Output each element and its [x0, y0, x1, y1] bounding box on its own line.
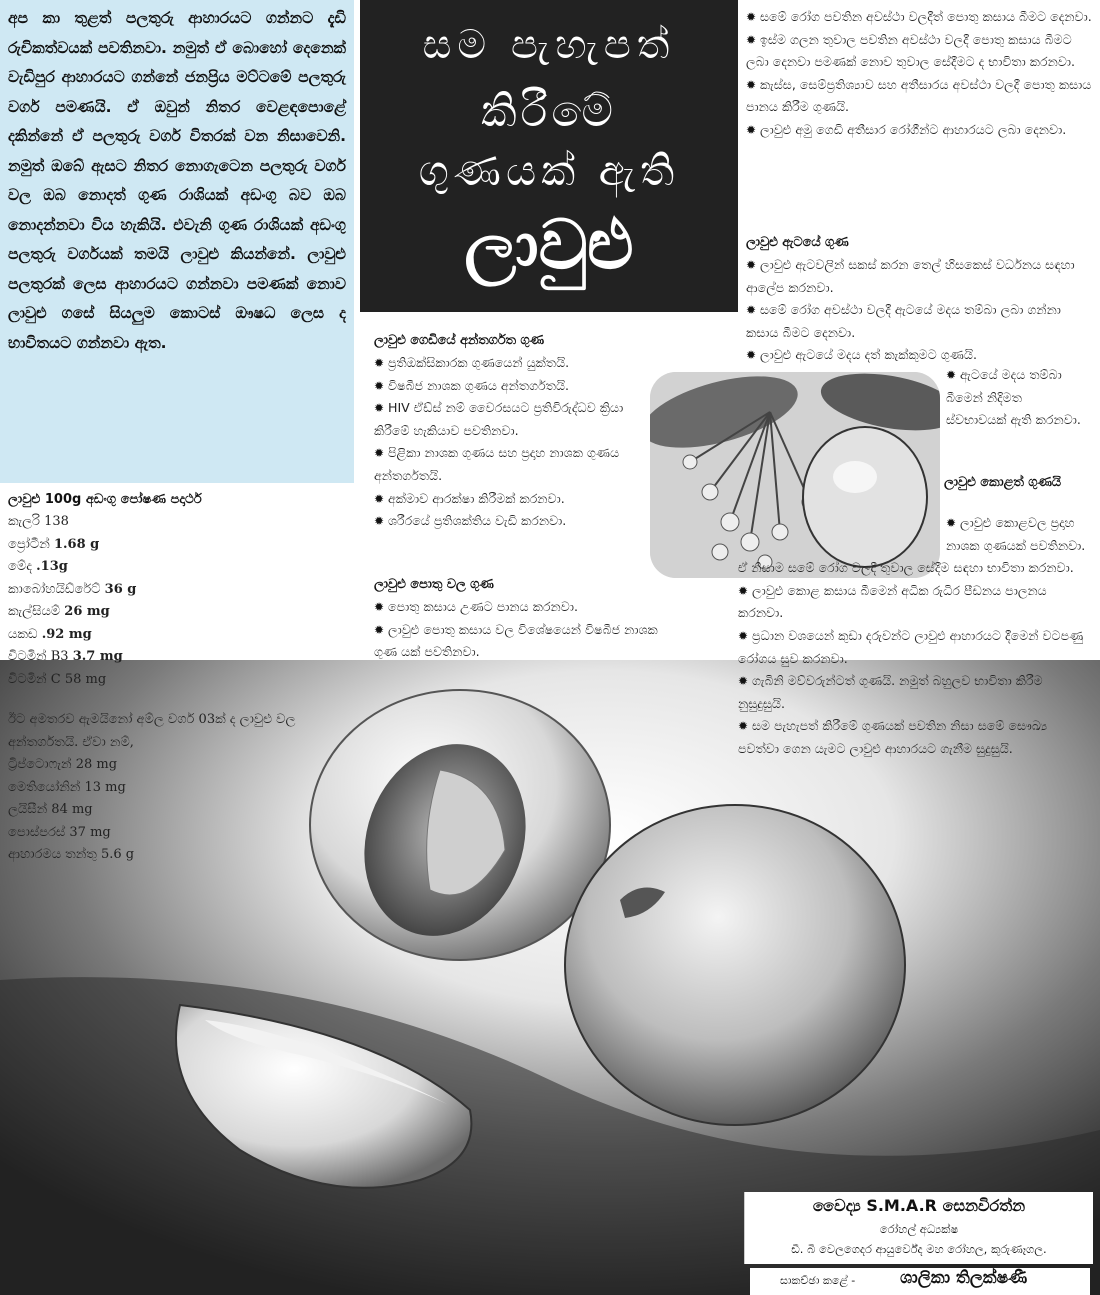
bullet-star-icon: ✹: [746, 122, 757, 137]
list-item: ✹ ලාවුළු කොළ කසාය බීමෙන් අධික රුධිර පීඩනය පාලනය කරනවා.: [738, 580, 1090, 625]
bullet-star-icon: ✹: [374, 356, 385, 370]
bullet-star-icon: ✹: [946, 516, 957, 530]
list-item: ✹ ඉස්ම ගලන තුවාල පවතින අවස්ථා වලදී පොතු කසාය බීමට ලබා දෙනවා පමණක් නොව තුවාල සේදීමට ද භාවිතා කරනවා.: [746, 29, 1092, 74]
bark-benefits-section: [374, 574, 664, 664]
title-block: [360, 0, 738, 312]
title-line-2: කිරීමේ: [481, 86, 617, 137]
nutrition-table: [8, 489, 308, 691]
amino-row: ලයිසීන් 84 mg: [8, 802, 93, 817]
title-line-4: ලාවුළු: [464, 206, 634, 285]
author-role: රෝහල් අධ්‍යක්ෂ: [879, 1222, 959, 1236]
credit-label: සාකච්ඡා කළේ -: [780, 1274, 856, 1287]
list-item: ✹ ප්‍රතිඔක්සිකාරක ගුණයෙන් යුක්තයි.: [374, 352, 654, 375]
bullet-star-icon: ✹: [738, 719, 749, 734]
fruit-benefits-section: [374, 330, 654, 533]
bullet-star-icon: ✹: [374, 622, 385, 637]
bullet-star-icon: ✹: [374, 600, 385, 614]
nutrition-row: ප්‍රෝටීන් 1.68 g: [8, 536, 100, 552]
bullet-star-icon: ✹: [374, 378, 385, 393]
section-heading: ලාවුළු ගෙඩියේ අන්තර්ගත ගුණ: [374, 333, 544, 348]
list-item: ✹ ගැබිනි මව්වරුන්ටත් ගුණයි. නමුත් බහුලව භාවිතා කිරීම නුසුදුසුයි.: [738, 670, 1090, 715]
nutrition-row: කැල්සියම් 26 mg: [8, 604, 110, 619]
amino-row: මෙතියෝනින් 13 mg: [8, 779, 126, 795]
nutrition-row: මේද .13g: [8, 559, 68, 574]
list-item: ✹ ලාවුළු පොතු කසාය වල විශේෂයෙන් විෂබීජ නාශක ගුණ යක් පවතිනවා.: [374, 619, 664, 664]
list-item: ✹ විෂබීජ නාශක ගුණය අන්තර්ගතයි.: [374, 375, 654, 398]
amino-acid-list: [8, 709, 328, 867]
leaf-section-heading-box: [944, 472, 1084, 494]
author-name: වෛද්‍ය S.M.A.R සෙනවිරත්න: [812, 1196, 1026, 1215]
amino-intro: ඊට අමතරව ඇමයිනෝ අම්ල වර්ග 03ක් ද ලාවුළු වල අන්තර්ගතයි. ඒවා නම්,: [8, 712, 296, 750]
seed-sleep-note: [946, 364, 1086, 432]
list-item: ✹ HIV ඒඩ්ස් නම් වෛරසයට ප්‍රතිවිරුද්ධව ක්‍රියා කිරීමේ හැකියාව පවතිනවා.: [374, 397, 654, 442]
list-item: ✹ පොතු කසාය උණට පානය කරනවා.: [374, 596, 664, 619]
seed-kernel-section: [746, 232, 1092, 367]
list-item: ✹ ඇටයේ මදය තම්බා බීමෙන් නිදිමත ස්වභාවයක් ඇති කරනවා.: [946, 364, 1086, 432]
intro-box: [0, 0, 354, 483]
bullet-star-icon: ✹: [746, 10, 757, 24]
bullet-star-icon: ✹: [746, 258, 757, 272]
bullet-star-icon: ✹: [746, 303, 757, 318]
bullet-star-icon: ✹: [374, 514, 385, 529]
bullet-star-icon: ✹: [374, 446, 385, 461]
bullet-star-icon: ✹: [746, 77, 757, 92]
list-item-continued: ඒ නිසාම සමේ රෝග වලදී තුවාල සේදීම සඳහා භාවිතා කරනවා.: [738, 560, 1074, 576]
nutrition-row: කාබෝහයිඩ්රේට් 36 g: [8, 581, 137, 597]
bullet-star-icon: ✹: [374, 401, 385, 416]
section-heading: ලාවුළු කොළත් ගුණයි: [944, 475, 1061, 490]
bullet-star-icon: ✹: [746, 32, 757, 47]
section-heading: ලාවුළු පොතු වල ගුණ: [374, 577, 494, 592]
list-item: ✹ අක්මාව ආරක්ෂා කිරීමක් කරනවා.: [374, 488, 654, 511]
list-item: ✹ ලාවුළු අමු ගෙඩි අතීසාර රෝගීන්ට ආහාරයට ලබා දෙනවා.: [746, 119, 1092, 142]
nutrition-row: යකඩ .92 mg: [8, 626, 92, 642]
leaf-benefits-section: [738, 512, 1090, 761]
credit-name: ශාලිකා තිලක්ෂණී: [900, 1268, 1028, 1288]
nutrition-row: කැලරි 138: [8, 514, 69, 529]
amino-row: ආහාරමය තන්තු 5.6 g: [8, 847, 135, 862]
title-line-1: සම පැහැපත්: [422, 22, 676, 68]
bullet-star-icon: ✹: [374, 491, 385, 506]
list-item: ✹ ප්‍රධාන වශයෙන් කුඩා දරුවන්ට ලාවුළු ආහාරයට දීමෙන් වටපණු රෝගය සුව කරනවා.: [738, 625, 1090, 670]
bullet-star-icon: ✹: [946, 368, 957, 382]
bark-uses-list: [746, 6, 1092, 142]
author-organization: ඩී. බී වෙලගෙදර ආයුර්වේද මහ රෝහල, කුරුණෑගල.: [791, 1242, 1047, 1256]
amino-row: පොස්පරස් 37 mg: [8, 824, 111, 840]
intro-paragraph: අප කා තුළත් පලතුරු ආහාරයට ගන්නට දැඩි රුචිකත්වයක් පවතිනවා. නමුත් ඒ බොහෝ දෙනෙක් වැඩිපුර ආහාරයට ගන්නේ ජනප්‍රිය මට්ටමේ පලතුරු වර්ග පමණයි. ඒ ඔවුන් නිතර වෙළඳපොළේ දකින්නේ ඒ පලතුරු වර්ග විතරක් වන නිසාවෙනි. නමුත් ඔබේ ඇසට නිතර නොගැටෙන පලතුරු වර්ග වල ඔබ නොදත් ගුණ රාශියක් අඩංගු බව ඔබ නොදන්නවා විය හැකියි. එවැනි ගුණ රාශියක් අඩංගු පලතුරු වර්ගයක් තමයි ලාවුළු කියන්නේ. ලාවුළු පලතුරක් ලෙස ආහාරයට ගන්නවා පමණක් නොව ලාවුළු ගසේ සියලුම කොටස් ඖෂධ ලෙස ද භාවිතයට ගන්නවා ඇත.: [8, 9, 346, 352]
bullet-star-icon: ✹: [738, 628, 749, 643]
nutrition-row: විටමින් C 58 mg: [8, 671, 107, 687]
list-item: ✹ සමේ රෝග පවතින අවස්ථා වලදීත් පොතු කසාය බීමට දෙනවා.: [746, 6, 1092, 29]
title-line-3: ගුණයක් ඇති: [418, 146, 680, 195]
bullet-star-icon: ✹: [738, 583, 749, 598]
list-item: ✹ ලාවුළු ඇටවලින් සකස් කරන තෙල් හිසකෙස් වර්ධනය සඳහා ආලේප කරනවා.: [746, 254, 1092, 299]
list-item: ✹ ලාවුළු කොළවල ප්‍රදාහ නාශක ගුණයක් පවතිනවා.: [738, 512, 1090, 557]
bullet-star-icon: ✹: [738, 674, 749, 689]
list-item: ✹ පිළිකා නාශක ගුණය සහ ප්‍රදාහ නාශක ගුණය අන්තර්ගතයි.: [374, 442, 654, 487]
nutrition-title: ලාවුළු 100g අඩංගු පෝෂණ පදාර්ථ: [8, 492, 202, 507]
list-item: ✹ සමේ රෝග අවස්ථා වලදී ඇටයේ මදය තම්බා ලබා ගන්නා කසාය බීමට දෙනවා.: [746, 299, 1092, 344]
list-item: ✹ ශරීරයේ ප්‍රතිශක්තිය වැඩි කරනවා.: [374, 510, 654, 533]
list-item: ✹ සම පැහැපත් කිරීමේ ගුණයක් පවතින නිසා සමේ සෞඛ්‍ය පවත්වා ගෙන යැමට ලාවුළු ආහාරයට ගැනීම සුදුසුයි.: [738, 715, 1090, 760]
list-item: ✹ කැස්ස, සෙම්ප්‍රතිශ්‍යාව සහ අතීසාරය අවස්ථා වලදී පොතු කසාය පානය කිරීම ගුණයි.: [746, 74, 1092, 119]
list-item: ✹ ලාවුළු ඇටයේ මදය දත් කැක්කුමට ගුණයි.: [746, 344, 1092, 367]
author-box: [744, 1192, 1093, 1264]
section-heading: ලාවුළු ඇටයේ ගුණ: [746, 235, 849, 250]
interviewer-credit: [750, 1268, 1090, 1295]
bullet-star-icon: ✹: [746, 348, 757, 363]
amino-row: ට්‍රිප්ටොෆැන් 28 mg: [8, 757, 118, 772]
nutrition-row: විටමින් B3 3.7 mg: [8, 649, 123, 664]
